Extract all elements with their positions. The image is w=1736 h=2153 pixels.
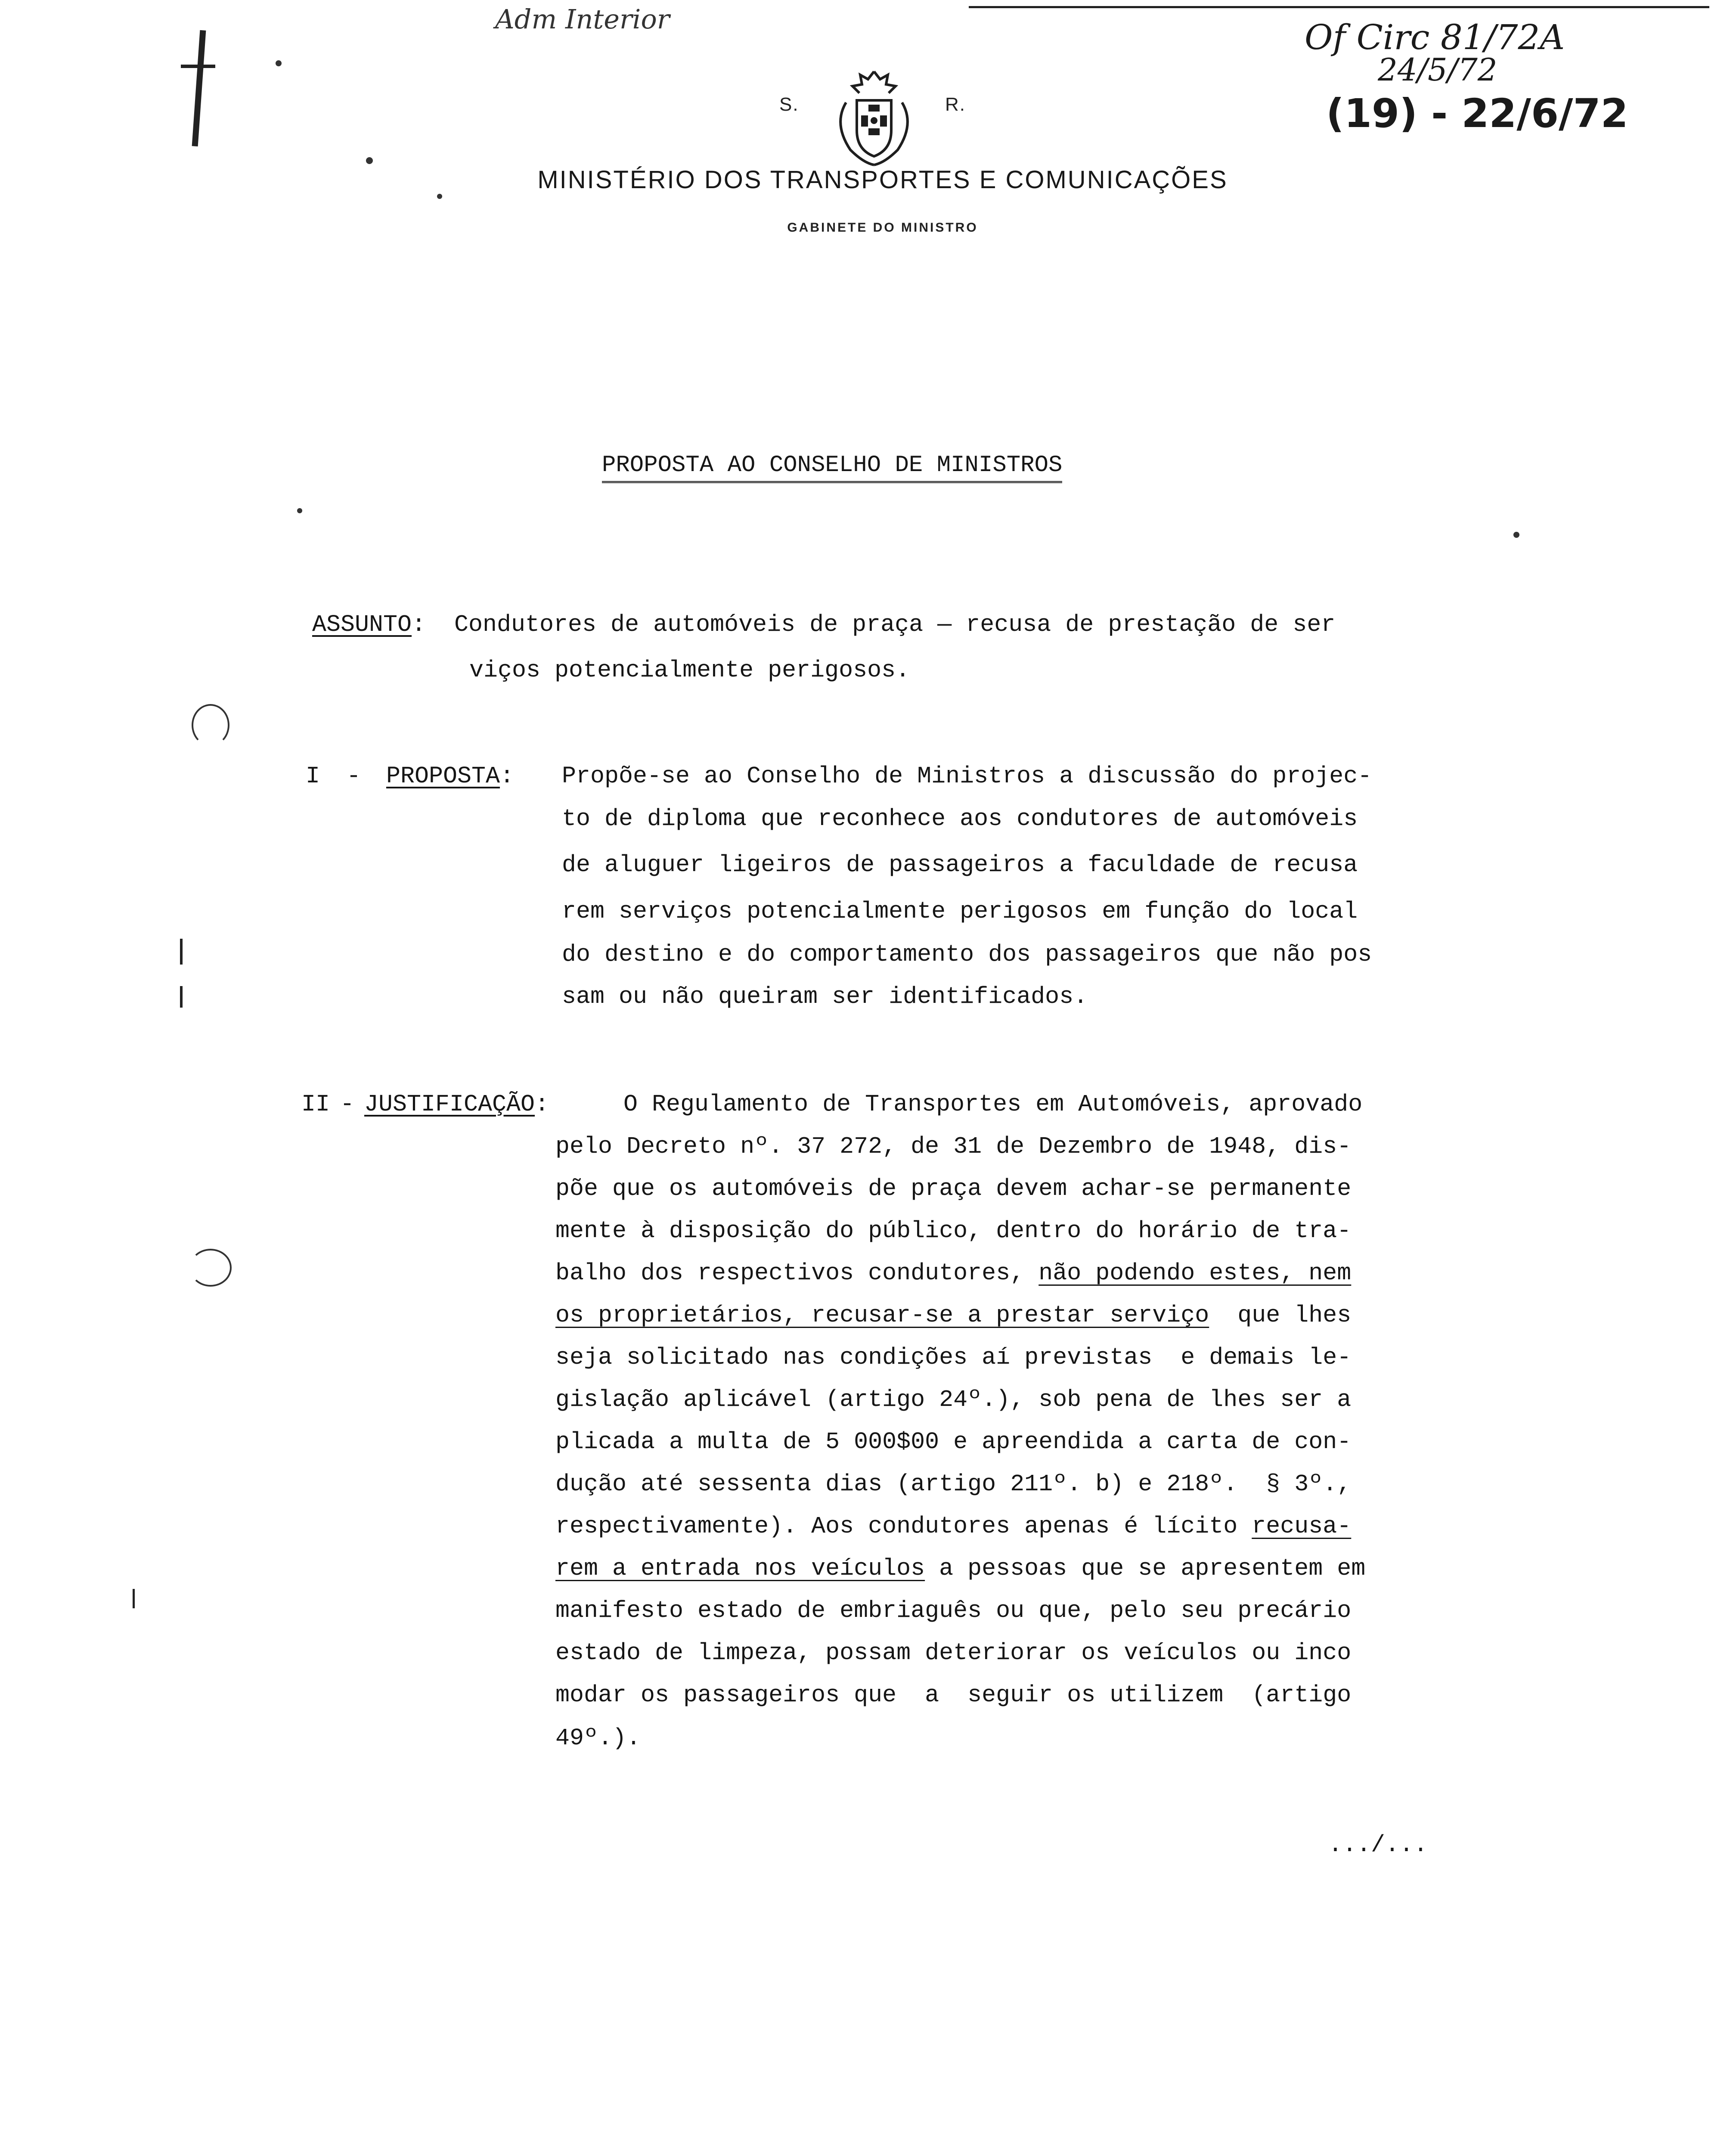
justificacao-line-12b: a pessoas que se apresentem em xyxy=(925,1555,1366,1582)
continuation-mark: .../... xyxy=(1328,1831,1428,1858)
justificacao-line-6b: que lhes xyxy=(1209,1302,1352,1329)
proposta-line-3: de aluguer ligeiros de passageiros a faculdade de recusa xyxy=(562,851,1358,878)
assunto-label-text: ASSUNTO xyxy=(312,611,412,638)
justificacao-line-11 xyxy=(555,1506,1351,1546)
proposta-label: PROPOSTA: xyxy=(386,763,515,790)
justificacao-line-8: gislação aplicável (artigo 24º.), sob pena de lhes ser a xyxy=(555,1386,1352,1413)
proposta-line-4: rem serviços potencialmente perigosos em função do local xyxy=(562,898,1358,925)
assunto-line-2: viços potencialmente perigosos. xyxy=(469,657,910,684)
justificacao-line-1: O Regulamento de Transportes em Automóveis, aprovado xyxy=(623,1091,1363,1118)
justificacao-number: II xyxy=(301,1091,330,1118)
margin-mark xyxy=(180,939,183,965)
justificacao-line-4: mente à disposição do público, dentro do horário de tra- xyxy=(555,1217,1352,1244)
justificacao-line-5a: balho dos respectivos condutores, xyxy=(555,1260,1039,1287)
proposta-label-text: PROPOSTA xyxy=(386,763,500,790)
proposta-line-1: Propõe-se ao Conselho de Ministros a discussão do projec- xyxy=(562,763,1372,790)
justificacao-line-3: põe que os automóveis de praça devem achar-se permanente xyxy=(555,1175,1352,1202)
binding-mark xyxy=(192,30,206,146)
proposta-line-6: sam ou não queiram ser identificados. xyxy=(562,983,1088,1010)
margin-mark xyxy=(133,1589,135,1608)
scan-speck xyxy=(437,194,442,199)
justificacao-dash: - xyxy=(340,1091,355,1118)
justificacao-label: JUSTIFICAÇÃO: xyxy=(364,1091,549,1118)
proposta-line-2: to de diploma que reconhece aos condutores de automóveis xyxy=(562,805,1358,832)
proposta-dash: - xyxy=(347,763,361,790)
justificacao-line-5 xyxy=(555,1253,1351,1293)
scan-speck xyxy=(276,60,282,66)
justificacao-line-16: 49º.). xyxy=(555,1725,641,1752)
underlined-phrase-nao-podendo: não podendo estes, nem xyxy=(1038,1260,1352,1287)
justificacao-line-14: estado de limpeza, possam deteriorar os veículos ou inco xyxy=(555,1639,1352,1666)
scan-speck xyxy=(297,508,302,513)
scan-speck xyxy=(366,157,373,164)
proposta-number: I xyxy=(306,763,320,790)
punch-hole-mark xyxy=(192,704,229,746)
page-top-rule xyxy=(969,6,1709,8)
justificacao-line-2: pelo Decreto nº. 37 272, de 31 de Dezembro de 1948, dis- xyxy=(555,1133,1352,1160)
letterhead-r: R. xyxy=(945,94,966,115)
handwritten-note-circular-ref: Of Circ 81/72A xyxy=(1305,17,1565,57)
justificacao-line-10: dução até sessenta dias (artigo 211º. b) e 218º. § 3º., xyxy=(555,1470,1352,1498)
assunto-line-1: Condutores de automóveis de praça — recusa de prestação de ser xyxy=(454,611,1336,638)
office-name: GABINETE DO MINISTRO xyxy=(787,220,978,235)
justificacao-line-12 xyxy=(555,1548,1365,1588)
margin-mark xyxy=(180,986,183,1008)
justificacao-line-9: plicada a multa de 5 000$00 e apreendida a carta de con- xyxy=(555,1428,1352,1455)
justificacao-label-text: JUSTIFICAÇÃO xyxy=(364,1091,535,1118)
scan-speck xyxy=(1513,532,1519,538)
justificacao-line-6 xyxy=(555,1295,1351,1335)
justificacao-line-11a: respectivamente). Aos condutores apenas é lícito xyxy=(555,1513,1252,1540)
justificacao-line-7: seja solicitado nas condições aí previstas e demais le- xyxy=(555,1344,1352,1371)
underlined-phrase-recusa: recusa- xyxy=(1252,1513,1352,1540)
ministry-name: MINISTÉRIO DOS TRANSPORTES E COMUNICAÇÕES xyxy=(537,166,1228,194)
assunto-label: ASSUNTO: xyxy=(312,611,426,638)
punch-hole-mark xyxy=(189,1249,232,1287)
letterhead-s: S. xyxy=(779,94,799,115)
handwritten-note-number: (19) - 22/6/72 xyxy=(1326,90,1628,137)
coat-of-arms-emblem xyxy=(820,64,928,171)
justificacao-line-15: modar os passageiros que a seguir os utilizem (artigo xyxy=(555,1681,1352,1709)
handwritten-note-date: 24/5/72 xyxy=(1378,52,1497,88)
handwritten-note-top-left: Adm Interior xyxy=(495,3,670,35)
proposta-line-5: do destino e do comportamento dos passageiros que não pos xyxy=(562,941,1372,968)
underlined-phrase-entrada-veiculos: rem a entrada nos veículos xyxy=(555,1555,925,1582)
binding-mark xyxy=(181,65,215,68)
document-title: PROPOSTA AO CONSELHO DE MINISTROS xyxy=(602,452,1062,483)
justificacao-line-13: manifesto estado de embriaguês ou que, pelo seu precário xyxy=(555,1597,1352,1624)
underlined-phrase-recusar-servico: os proprietários, recusar-se a prestar serviço xyxy=(555,1302,1209,1329)
